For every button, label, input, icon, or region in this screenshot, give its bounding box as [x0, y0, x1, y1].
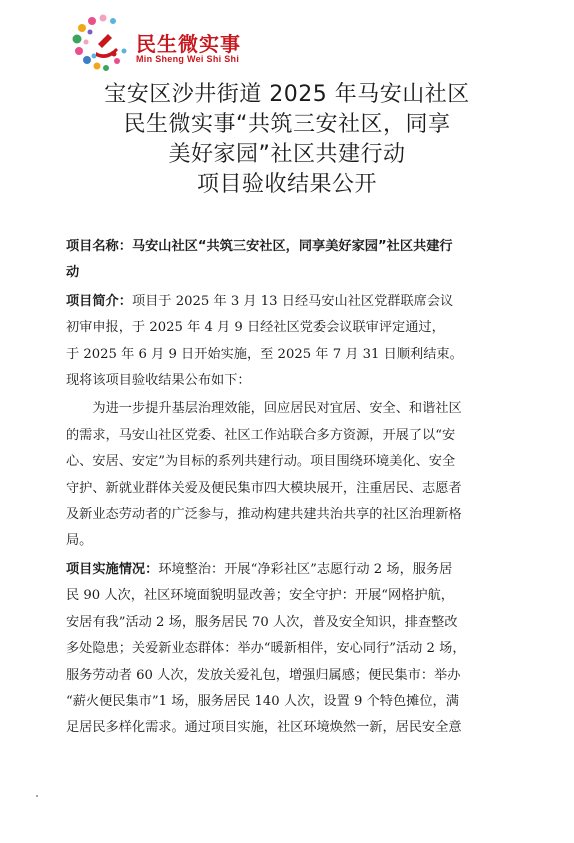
background-line: 守护、新就业群体关爱及便民集市四大模块展开，注重居民、志愿者 — [66, 480, 462, 496]
intro-line: 现将该项目验收结果公布如下： — [66, 373, 251, 389]
scan-mark — [36, 795, 38, 797]
implementation-label: 项目实施情况： — [66, 561, 159, 577]
implementation-line: 服务劳动者 60 人次，发放关爱礼包，增强归属感；便民集市：举办 — [66, 667, 461, 683]
logo-pinyin: Min Sheng Wei Shi Shi — [136, 54, 240, 64]
project-name-label: 项目名称： — [66, 239, 132, 254]
intro-line: 初审申报，于 2025 年 4 月 9 日经社区党委会议联审评定通过， — [66, 320, 445, 336]
background-line: 局。 — [66, 533, 93, 549]
background-line: 心、安居、安定”为目标的系列共建行动。项目围绕环境美化、安全 — [66, 454, 456, 470]
implementation-line: “薪火便民集市”1 场，服务居民 140 人次，设置 9 个特色摊位，满 — [66, 693, 459, 709]
implementation-line: 环境整治：开展“净彩社区”志愿行动 2 场，服务居 — [158, 561, 453, 577]
background-line: 为进一步提升基层治理效能，回应居民对宜居、安全、和谐社区 — [92, 401, 462, 417]
logo — [70, 12, 270, 72]
background-paragraph — [66, 396, 512, 554]
logo-heart-icon — [70, 12, 132, 72]
title-line: 宝安区沙井街道 2025 年马安山社区 — [104, 82, 470, 107]
project-name-text: 马安山社区“共筑三安社区，同享美好家园”社区共建行 — [131, 239, 453, 254]
implementation-line: 民 90 人次，社区环境面貌明显改善；安全守护：开展“网格护航， — [66, 588, 454, 604]
intro-line: 于 2025 年 6 月 9 日开始实施，至 2025 年 7 月 31 日顺利结束。 — [66, 346, 463, 362]
background-line: 及新业态劳动者的广泛参与，推动构建共建共治共享的社区治理新格 — [66, 507, 462, 523]
document-title — [40, 80, 534, 200]
intro-line: 项目于 2025 年 3 月 13 日经马安山社区党群联席会议 — [131, 293, 454, 309]
project-intro-section — [66, 289, 512, 395]
title-line: 项目验收结果公开 — [196, 172, 377, 197]
implementation-line: 足居民多样化需求。通过项目实施，社区环境焕然一新，居民安全意 — [66, 720, 462, 736]
project-name-section — [66, 234, 512, 287]
title-line: 民生微实事“共筑三安社区，同享 — [123, 112, 451, 137]
implementation-line: 多处隐患；关爱新业态群体：举办“暖新相伴，安心同行”活动 2 场， — [66, 641, 466, 657]
implementation-line: 安居有我”活动 2 场，服务居民 70 人次，普及安全知识，排查整改 — [66, 614, 458, 630]
title-line: 美好家园”社区共建行动 — [168, 142, 406, 167]
background-line: 的需求，马安山社区党委、社区工作站联合多方资源，开展了以“安 — [66, 427, 456, 443]
project-intro-label: 项目简介： — [66, 293, 132, 309]
logo-text: 民生微实事 — [136, 32, 241, 56]
document-body — [66, 234, 512, 744]
implementation-section — [66, 557, 512, 742]
project-name-text-cont: 动 — [66, 265, 80, 281]
